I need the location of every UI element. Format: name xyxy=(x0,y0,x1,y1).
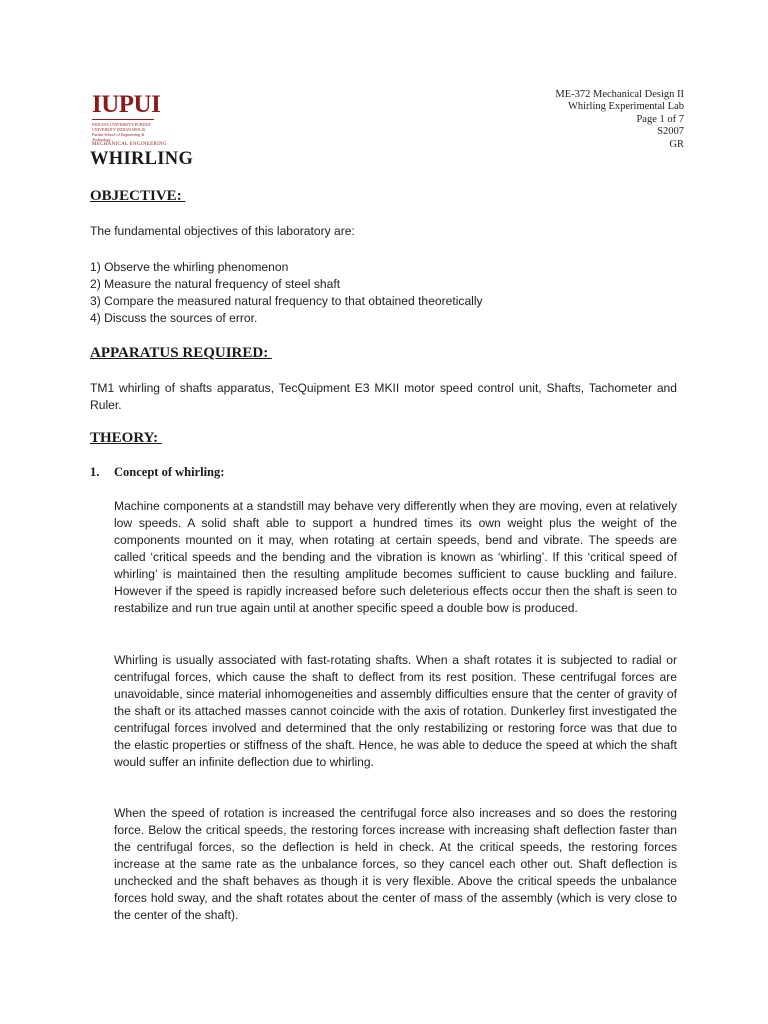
semester: S2007 xyxy=(657,126,684,138)
objective-item: 4) Discuss the sources of error. xyxy=(90,311,258,325)
document-title: WHIRLING xyxy=(90,149,194,169)
objective-list xyxy=(90,259,483,327)
logo-wordmark: IUPUI xyxy=(92,91,161,118)
objective-item: 3) Compare the measured natural frequency to that obtained theoretically xyxy=(90,294,483,308)
subheading-number: 1. xyxy=(90,465,100,479)
apparatus-heading: APPARATUS REQUIRED: xyxy=(90,345,272,361)
subheading-label: Concept of whirling: xyxy=(114,465,225,479)
objective-intro: The fundamental objectives of this laboratory are: xyxy=(90,224,355,238)
logo-tagline: INDIANA UNIVERSITY-PURDUE UNIVERSITY INDIANAPOLIS xyxy=(92,122,151,132)
logo-rule xyxy=(92,119,154,120)
objective-item: 2) Measure the natural frequency of steel shaft xyxy=(90,277,341,291)
course-name: ME-372 Mechanical Design II xyxy=(555,89,684,100)
author-initials: GR xyxy=(669,138,684,150)
theory-paragraph: Whirling is usually associated with fast-rotating shafts. When a shaft rotates it is subjected to radial or centrifugal forces, which cause the shaft to deflect from its rest position. These centrifugal forces are unavoidable, since material inhomogeneities and assembly difficulties ensure that the center of gravity of the shaft or its attached masses cannot coincide with the axis of rotation. Dunkerley first investigated the centrifugal forces involved and determined that the only restabilizing or restoring force was that due to the elastic properties or stiffness of the shaft. Hence, he was able to deduce the speed at which the shaft would suffer an infinite deflection due to whirling. xyxy=(114,653,677,769)
theory-paragraph: When the speed of rotation is increased the centrifugal force also increases and so does the restoring force. Below the critical speeds, the restoring forces increase with increasing shaft deflection faster than the centrifugal forces, so the deflection is held in check. At the critical speeds, the restoring forces increase at the same rate as the unbalance forces, so they cancel each other out. Shaft deflection is unchecked and the shaft behaves as though it is very flexible. Above the critical speeds the unbalance forces hold sway, and the shaft rotates about the center of mass of the assembly (which is very close to the center of the shaft). xyxy=(114,806,677,922)
page-number: Page 1 of 7 xyxy=(636,113,684,125)
iupui-logo xyxy=(92,91,172,147)
apparatus-text: TM1 whirling of shafts apparatus, TecQuipment E3 MKII motor speed control unit, Shafts, Tachometer and Ruler. xyxy=(90,381,677,412)
course-header xyxy=(555,89,684,151)
logo-department: MECHANICAL ENGINEERING xyxy=(92,142,167,147)
theory-heading: THEORY: xyxy=(90,430,162,446)
objective-item: 1) Observe the whirling phenomenon xyxy=(90,260,289,274)
objective-heading: OBJECTIVE: xyxy=(90,188,186,204)
theory-paragraph: Machine components at a standstill may behave very differently when they are moving, even at relatively low speeds. A solid shaft able to support a hundred times its own weight plus the weight of the components mounted on it may, when rotating at certain speeds, bend and vibrate. The speeds are called ‘critical speeds and the bending and the vibration is known as ‘whirling’. If this ‘critical speed of whirling’ is maintained then the resulting amplitude becomes sufficient to cause buckling and failure. However if the speed is rapidly increased before such deleterious effects occur then the shaft is seen to restabilize and run true again until at another specific speed a double bow is produced. xyxy=(114,499,677,615)
concept-subheading xyxy=(90,465,224,480)
lab-name: Whirling Experimental Lab xyxy=(567,101,684,113)
logo-school: Purdue School of Engineering & Technology xyxy=(92,132,145,142)
